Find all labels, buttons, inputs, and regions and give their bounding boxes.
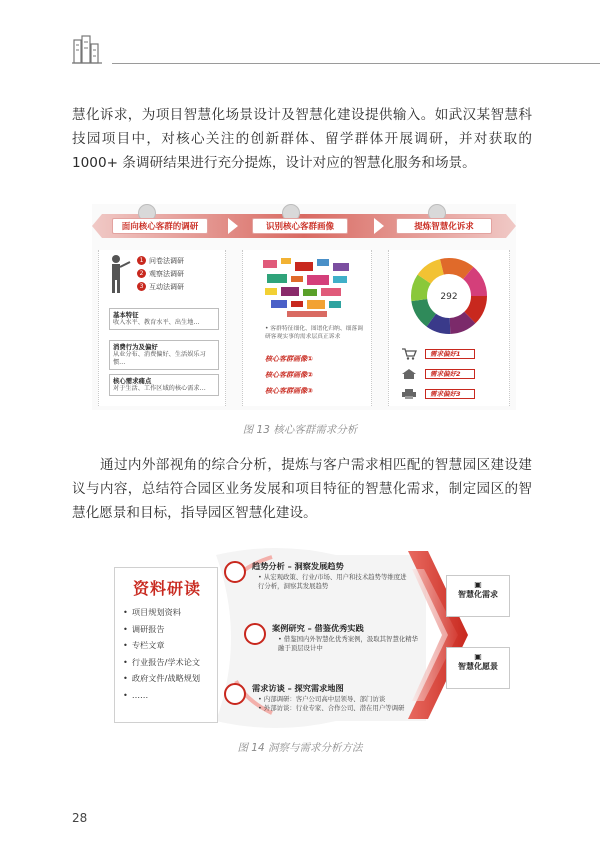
feature-box: 核心需求痛点 对于生活、工作区域的核心需求…	[109, 374, 219, 396]
preference-item: 需求偏好3	[425, 389, 475, 399]
step-label-needs: 提炼智慧化诉求	[396, 218, 492, 234]
persona-item: 核心客群画像①	[265, 355, 313, 363]
source-item: • 政府文件/战略规划	[123, 670, 200, 687]
persona-description: • 客群特征细化、图谱化归纳、细落调研客观实事的需求层真正诉求	[265, 326, 364, 340]
trend-analysis-icon	[224, 561, 246, 583]
figure-13-caption: 图 13 核心客群需求分析	[242, 424, 358, 436]
panel-persona	[242, 250, 372, 406]
preference-item: 需求偏好1	[425, 349, 475, 359]
source-panel	[114, 567, 218, 723]
output-icon: ▣	[474, 652, 482, 661]
case-study-icon	[244, 623, 266, 645]
building-logo-icon	[72, 34, 104, 64]
step-text-trend: • 从宏观政策、行业/市场、用户和技术趋势等维度进行分析，洞察其发展趋势	[258, 573, 407, 590]
source-item: • 项目规划资料	[123, 604, 200, 621]
step-label-research: 面向核心客群的调研	[112, 218, 208, 234]
source-item: • 调研报告	[123, 621, 200, 638]
word-cloud-graphic	[259, 254, 357, 320]
source-item: • 专栏文章	[123, 637, 200, 654]
output-box-vision: ▣ 智慧化愿景	[446, 647, 510, 689]
panel-research	[98, 250, 226, 406]
header-rule	[112, 63, 600, 64]
printer-icon	[401, 388, 417, 400]
source-title: 资料研读	[132, 579, 201, 598]
method-item: 2 观察法调研	[137, 269, 184, 279]
panel-needs	[388, 250, 510, 406]
donut-chart	[409, 256, 489, 336]
step-title-trend: 趋势分析 – 洞察发展趋势	[252, 561, 344, 571]
presenter-icon	[107, 254, 131, 294]
preference-item: 需求偏好2	[425, 369, 475, 379]
persona-item: 核心客群画像②	[265, 371, 313, 379]
page-number: 28	[72, 811, 88, 825]
method-item: 1 问卷法调研	[137, 256, 184, 266]
output-box-needs: ▣ 智慧化需求	[446, 575, 510, 617]
figure-14	[96, 541, 520, 729]
donut-center-value: 292	[440, 292, 458, 302]
paragraph-intro: 慧化诉求，为项目智慧化场景设计及智慧化建设提供输入。如武汉某智慧科技园项目中，对核心关注的创新群体、留学群体开展调研，并对获取的 1000+ 条调研结果进行充分提炼，设计对应的智慧化服务和场景。	[72, 107, 532, 171]
step-label-persona: 识别核心客群画像	[252, 218, 348, 234]
step-title-interview: 需求访谈 – 探究需求地图	[252, 683, 344, 693]
method-item: 3 互动法调研	[137, 282, 184, 292]
feature-box: 基本特征 收入水平、教育水平、出生地…	[109, 308, 219, 330]
source-item: • ……	[123, 687, 200, 704]
step-title-case: 案例研究 – 借鉴优秀实践	[272, 623, 364, 633]
source-item: • 行业报告/学术论文	[123, 654, 200, 671]
persona-item: 核心客群画像③	[265, 387, 313, 395]
paragraph-analysis: 通过内外部视角的综合分析，提炼与客户需求相匹配的智慧园区建设建议与内容，总结符合园区业务发展和项目特征的智慧化需求，制定园区的智慧化愿景和目标，指导园区智慧化建设。	[72, 457, 532, 521]
step-text-case: • 借鉴国内外智慧化优秀案例，汲取其智慧化精华融于顶层设计中	[278, 635, 419, 652]
figure-14-caption: 图 14 洞察与需求分析方法	[237, 742, 363, 754]
figure-13	[92, 204, 516, 410]
source-list	[123, 604, 200, 703]
feature-box: 消费行为及偏好 从业分布、消费偏好、生活娱乐习惯…	[109, 340, 219, 370]
house-icon	[401, 368, 417, 380]
output-icon: ▣	[474, 580, 482, 589]
interview-icon	[224, 683, 246, 705]
step-text-interview: • 内部调研：客户公司高中层领导、部门访谈 • 外部访谈：行业专家、合作公司、潜在用户等调研	[258, 695, 405, 712]
cart-icon	[401, 348, 417, 360]
